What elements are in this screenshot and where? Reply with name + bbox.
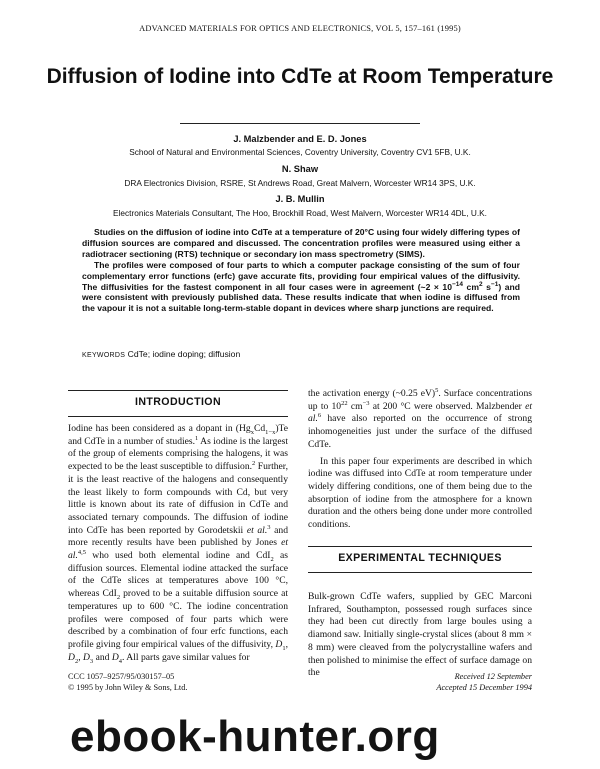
copyright: © 1995 by John Wiley & Sons, Ltd. — [68, 682, 188, 692]
author-affiliation-1: School of Natural and Environmental Sciences, Coventry University, Coventry CV1 5FB, U.K. — [129, 147, 471, 157]
intro-heading-rule-bottom — [68, 416, 288, 417]
intro-heading-rule-top — [68, 390, 288, 391]
intro-paragraph-1: Iodine has been considered as a dopant in $(Hg_xCd_{1-x})Te$ and CdTe in a number of studies.$^1$ As iodine is the largest of the group of elements comprising the halogens, it was expected to be the least susceptible to diffusion.$^2$ Further, it is the least reactive of the halogens and consequently the least likely to form compounds with Cd, but very little is known about its rate of diffusion in CdTe and associated ternary compounds. The diffusion of iodine into CdTe has been reported by Gorodetskii et al.$^3$ and more recently results have been published by Jones et al.$^{4,5}$ who used both elemental iodine and CdI$_2$ as diffusion sources. Elemental iodine attacked the surface of the CdTe slices at temperatures above 100 °C, whereas CdI$_2$ proved to be a suitable diffusion source at temperatures up to 600 °C. The iodine concentration profiles were composed of four parts which were described by a combination of four erfc functions, each profile giving four empirical values of the diffusivity, $D_1$, $D_2$, $D_3$ and $D_4$. All parts gave similar values for — [68, 423, 289, 665]
introduction-column-1 — [68, 423, 288, 664]
introduction-column-2 — [308, 388, 532, 532]
journal-header: ADVANCED MATERIALS FOR OPTICS AND ELECTRONICS, VOL 5, 157–161 (1995) — [139, 24, 461, 33]
accepted-date: Accepted 15 December 1994 — [436, 682, 532, 692]
experimental-column — [308, 591, 532, 680]
author-names-3: J. B. Mullin — [275, 194, 325, 204]
watermark: ebook-hunter.org — [70, 712, 440, 761]
abstract-paragraph-1: Studies on the diffusion of iodine into CdTe at a temperature of 20°C using four widely differing types of diffusion sources are compared and discussed. The concentration profiles were measured using either a radiotracer sectioning (RTS) technique or secondary ion mass spectrometry (SIMS). — [82, 227, 520, 259]
author-names-2: N. Shaw — [281, 164, 319, 174]
author-affiliation-2: DRA Electronics Division, RSRE, St Andrews Road, Great Malvern, Worcester WR14 3PS, U.K. — [124, 178, 476, 188]
keywords-value: CdTe; iodine doping; diffusion — [127, 349, 241, 359]
exp-heading-rule-bottom — [308, 572, 532, 573]
footer-right — [330, 672, 532, 693]
author-names-1: J. Malzbender and E. D. Jones — [233, 134, 367, 144]
ccc-code: CCC 1057–9257/95/030157–05 — [68, 672, 175, 681]
intro-paragraph-2: the activation energy (~0.25 eV)$^5$. Surface concentrations up to $10^{22}$ $cm^{-3}$ at 200 °C were observed. Malzbender et al.$^6$ have also reported on the occurrence of strong inhomogeneities just under the surface of the diffused CdTe. — [308, 386, 533, 450]
abstract — [82, 227, 520, 314]
received-date: Received 12 September — [454, 672, 532, 681]
title-rule — [180, 123, 420, 124]
abstract-paragraph-2: The profiles were composed of four parts to which a computer package consisting of the sum of four complementary error functions (erfc) gave accurate fits, providing four empirical values of the diffusivity. The diffusivities for the fastest component in all four cases were in agreement (~2 × $10^{-14}$ $cm^2$ $s^{-1}$) and were consistent with previously published data. These results indicate that when iodine is diffused from the vapour it is not a suitable long-term-stable dopant in devices where sharp junctions are required. — [82, 259, 520, 314]
experimental-paragraph-1: Bulk-grown CdTe wafers, supplied by GEC Marconi Infrared, Southampton, possessed rough surfaces since they had been cut directly from large boules using a diamond saw. Initially single-crystal slices (about 8 mm × 8 mm) were cleaved from the polycrystalline wafers and then polished to minimise the effect of surface damage on the — [308, 591, 532, 679]
exp-heading-rule-top — [308, 546, 532, 547]
introduction-heading: INTRODUCTION — [134, 396, 221, 408]
paper-title: Diffusion of Iodine into CdTe at Room Temperature — [46, 65, 554, 88]
keywords — [82, 349, 520, 359]
footer-left — [68, 672, 298, 693]
intro-paragraph-3: In this paper four experiments are described in which iodine was diffused into CdTe at room temperature under widely differing conditions, one of them being due to the absorption of iodine from the atmosphere for a known duration and the others being done under more controlled conditions. — [308, 455, 532, 531]
keywords-label: KEYWORDS — [82, 352, 126, 359]
experimental-heading: EXPERIMENTAL TECHNIQUES — [338, 552, 502, 564]
author-affiliation-3: Electronics Materials Consultant, The Hoo, Brockhill Road, West Malvern, Worcester WR14 4DL, U.K. — [113, 208, 487, 218]
